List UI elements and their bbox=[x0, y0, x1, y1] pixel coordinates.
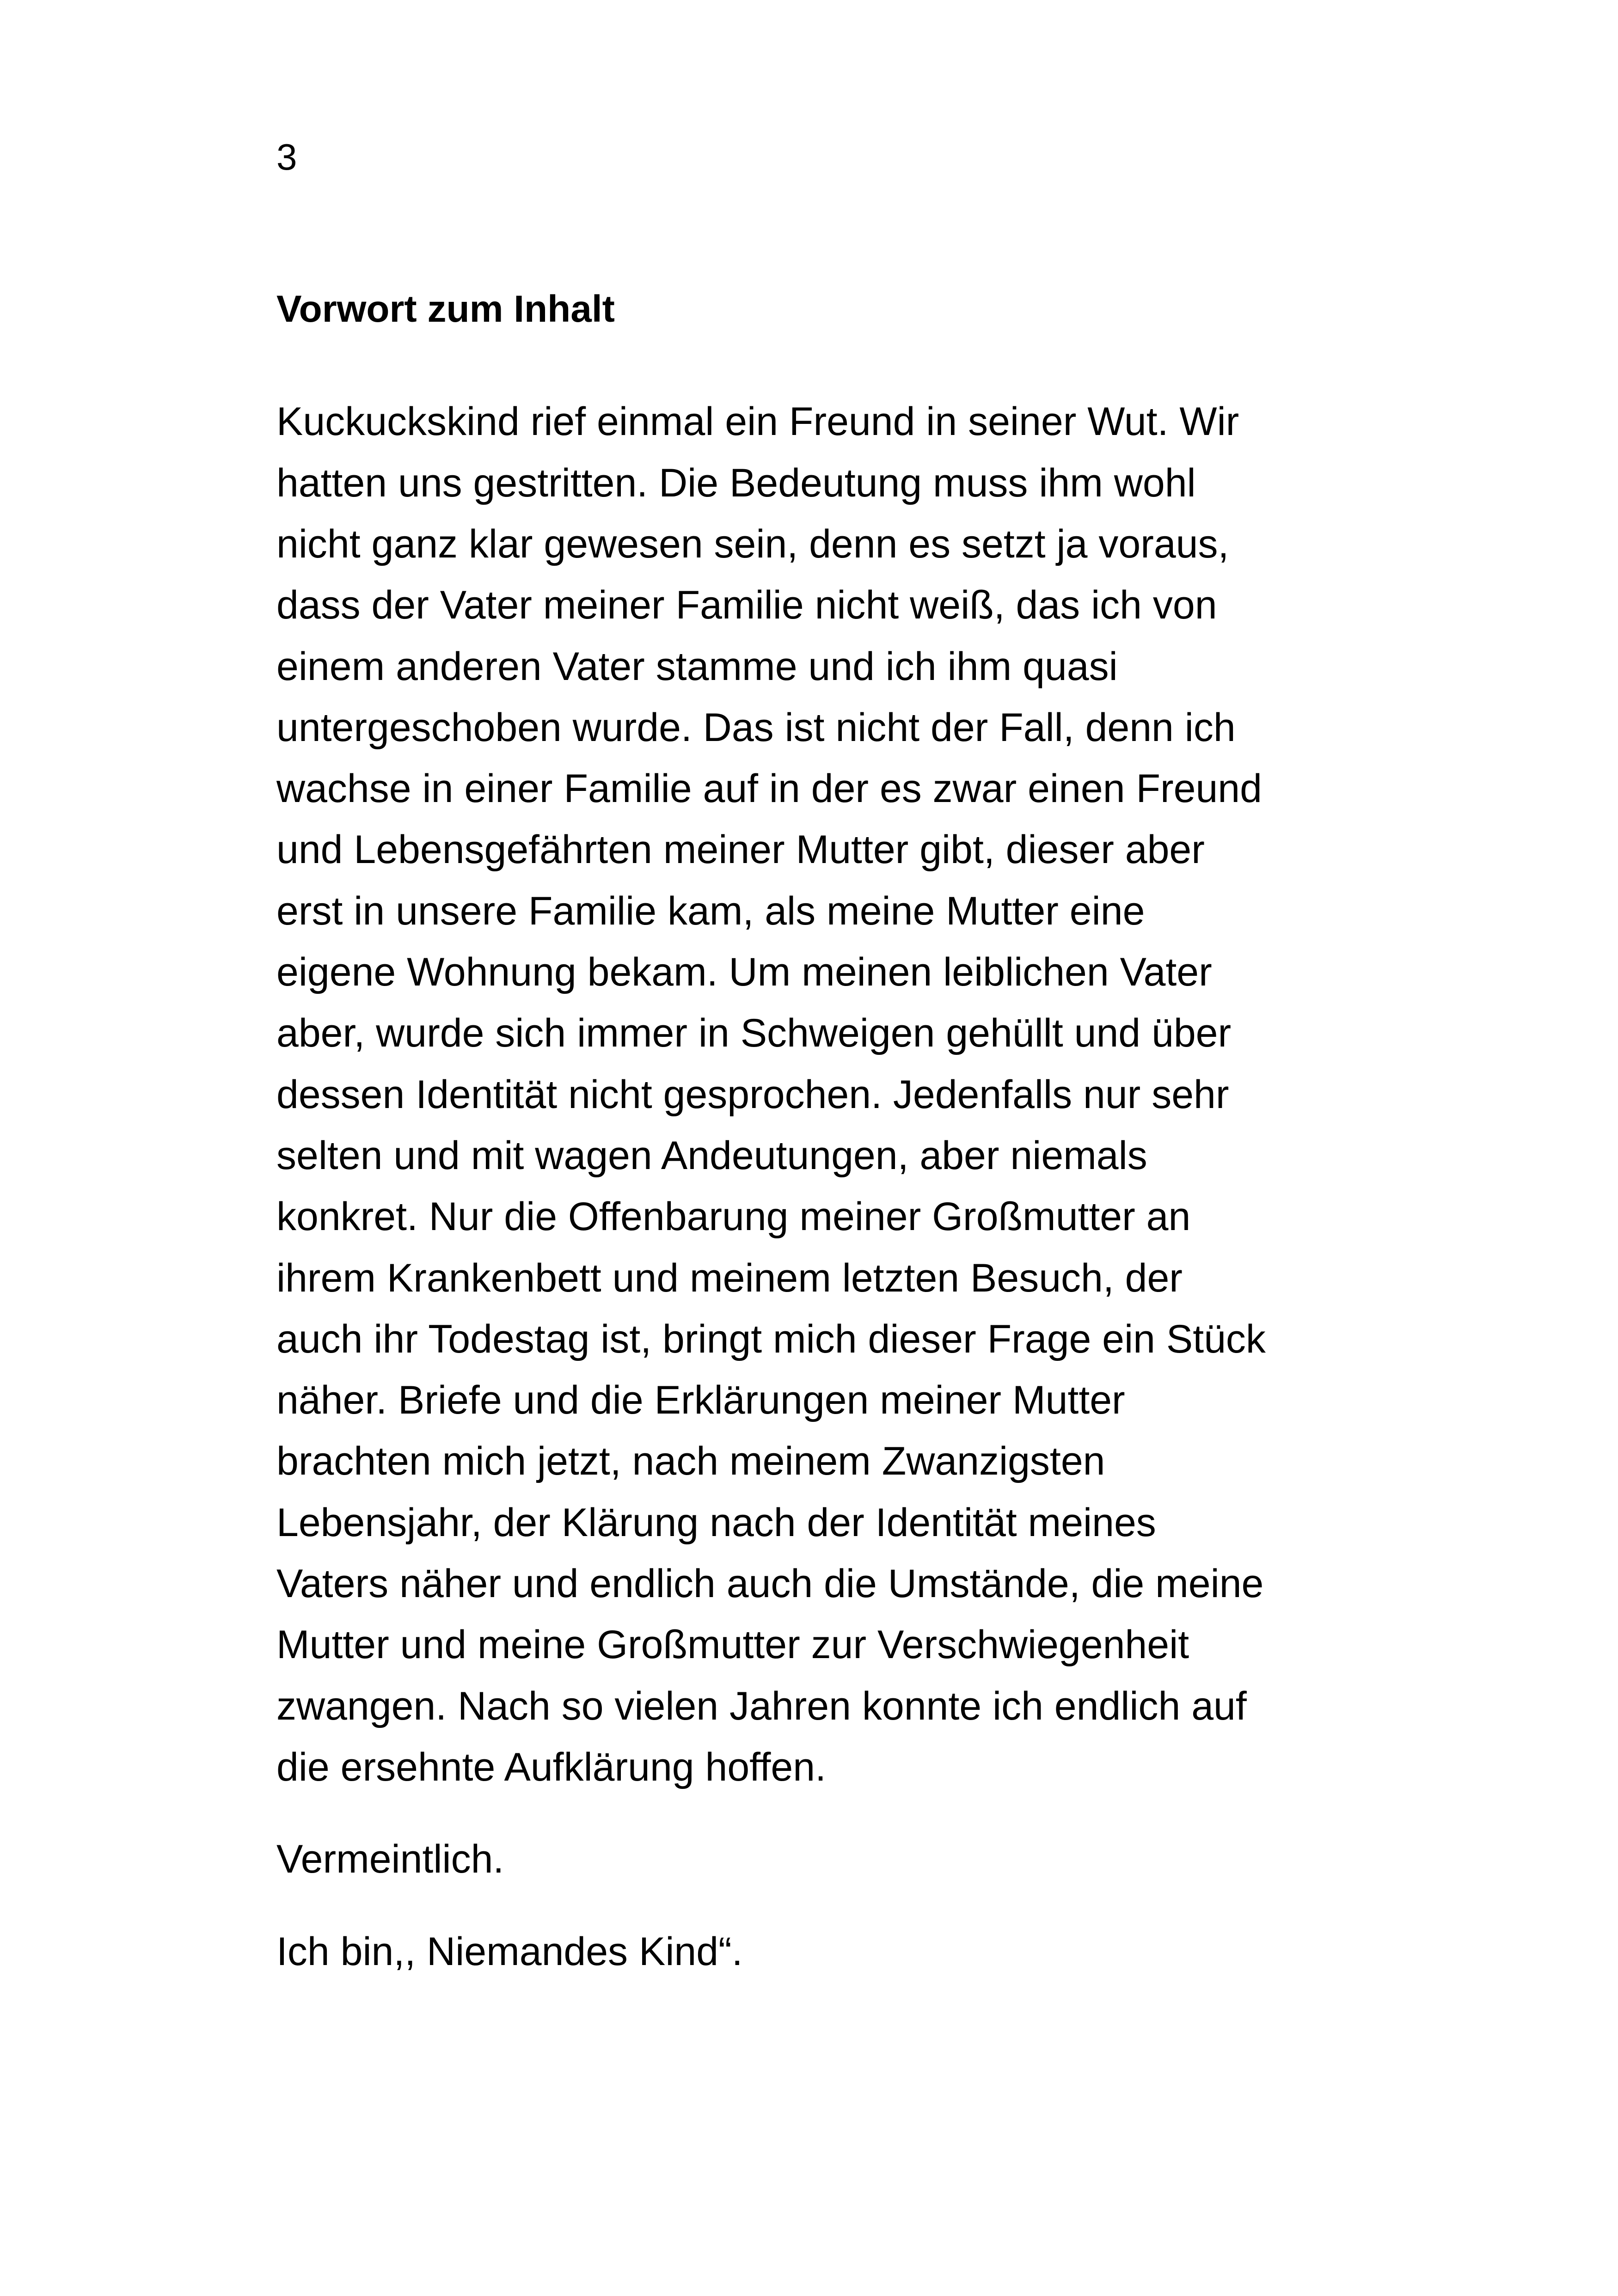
paragraph-line: selten und mit wagen Andeutungen, aber niemals bbox=[276, 1133, 1147, 1178]
paragraph-line: untergeschoben wurde. Das ist nicht der Fall, denn ich bbox=[276, 705, 1236, 750]
paragraph-line: und Lebensgefährten meiner Mutter gibt, dieser aber bbox=[276, 827, 1205, 872]
paragraph-line: Vaters näher und endlich auch die Umstände, die meine bbox=[276, 1561, 1264, 1606]
page-number: 3 bbox=[276, 136, 297, 178]
vermeintlich-line: Vermeintlich. bbox=[276, 1837, 504, 1882]
section-heading: Vorwort zum Inhalt bbox=[276, 288, 615, 330]
paragraph-line: aber, wurde sich immer in Schweigen gehüllt und über bbox=[276, 1011, 1232, 1056]
paragraph-line: näher. Briefe und die Erklärungen meiner Mutter bbox=[276, 1378, 1125, 1423]
paragraph-line: die ersehnte Aufklärung hoffen. bbox=[276, 1745, 826, 1789]
paragraph-line: einem anderen Vater stamme und ich ihm quasi bbox=[276, 644, 1118, 689]
closing-line: Ich bin,, Niemandes Kind“. bbox=[276, 1929, 743, 1974]
paragraph-line: brachten mich jetzt, nach meinem Zwanzigsten bbox=[276, 1439, 1105, 1484]
paragraph-line: erst in unsere Familie kam, als meine Mutter eine bbox=[276, 888, 1145, 933]
paragraph-line: dessen Identität nicht gesprochen. Jedenfalls nur sehr bbox=[276, 1072, 1229, 1117]
paragraph-line: nicht ganz klar gewesen sein, denn es setzt ja voraus, bbox=[276, 521, 1229, 566]
paragraph-line: ihrem Krankenbett und meinem letzten Besuch, der bbox=[276, 1255, 1183, 1300]
intro-paragraph bbox=[276, 391, 1377, 1798]
paragraph-line: Lebensjahr, der Klärung nach der Identität meines bbox=[276, 1500, 1156, 1545]
paragraph-line: Mutter und meine Großmutter zur Verschwiegenheit bbox=[276, 1623, 1189, 1667]
paragraph-line: dass der Vater meiner Familie nicht weiß, das ich von bbox=[276, 583, 1217, 628]
paragraph-line: hatten uns gestritten. Die Bedeutung muss ihm wohl bbox=[276, 460, 1196, 505]
document-body bbox=[276, 287, 1377, 1982]
paragraph-line: zwangen. Nach so vielen Jahren konnte ich endlich auf bbox=[276, 1684, 1247, 1728]
paragraph-line: eigene Wohnung bekam. Um meinen leiblichen Vater bbox=[276, 950, 1212, 995]
paragraph-line: Kuckuckskind rief einmal ein Freund in seiner Wut. Wir bbox=[276, 399, 1239, 444]
paragraph-line: auch ihr Todestag ist, bringt mich dieser Frage ein Stück bbox=[276, 1316, 1266, 1361]
paragraph-line: wachse in einer Familie auf in der es zwar einen Freund bbox=[276, 766, 1262, 811]
paragraph-line: konkret. Nur die Offenbarung meiner Großmutter an bbox=[276, 1194, 1191, 1239]
